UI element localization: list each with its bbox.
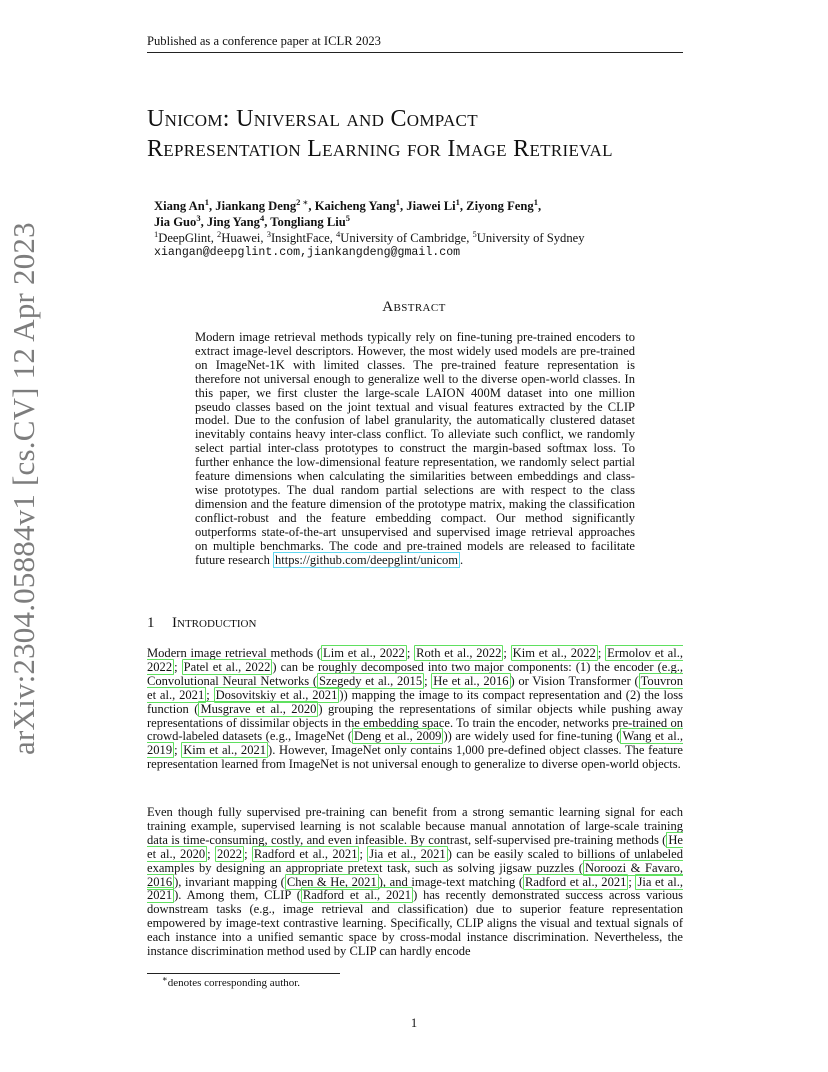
section-heading-introduction [147, 615, 256, 632]
affil-name: University of Cambridge, [340, 231, 473, 245]
citation-link[interactable]: Patel et al., 2022 [183, 659, 271, 674]
author-name: Jing Yang [206, 215, 260, 229]
citation-link[interactable]: Dosovitskiy et al., 2021 [215, 687, 338, 702]
paragraph-text: ) has recently demonstrated success across various downstream tasks (e.g., image retrieval and classification) due to superior feature representation empowered by image-text contrastive learning. Specifically, CLIP aligns the visual and textual signals of each instance into a unified semantic space by cross-modal instance discrimination. Nevertheless, the instance discrimination method used by CLIP can hardly encode [147, 888, 684, 959]
paragraph-text: ; [359, 846, 368, 861]
paragraph-text: )) are widely used for fine-tuning ( [443, 729, 621, 744]
citation-link[interactable]: He et al., 2016 [433, 673, 509, 688]
paper-title [147, 104, 707, 164]
footnote-rule [147, 973, 340, 974]
paragraph-text: ; [503, 646, 511, 660]
running-header: Published as a conference paper at ICLR 2023 [147, 34, 381, 48]
paragraph-text: ) or Vision Transformer ( [510, 673, 639, 688]
intro-paragraph-1 [147, 647, 683, 772]
paragraph-text: ) can be roughly decomposed into two major components: (1) the encoder (e.g., Convolutional Neural Networks ( [147, 659, 684, 688]
author-affil-mark: 3 [196, 212, 201, 223]
citation-link[interactable]: Touvron et al., 2021 [147, 673, 683, 702]
footnote-text: denotes corresponding author. [167, 977, 301, 989]
paragraph-text: ), invariant mapping ( [174, 874, 285, 889]
paragraph-text: ), and image-text matching ( [378, 874, 524, 889]
title-line-2: Representation Learning for Image Retrieval [147, 136, 613, 162]
citation-link[interactable]: Noroozi & Favaro, 2016 [147, 860, 683, 889]
section-number: 1 [147, 615, 155, 631]
author-affil-mark: 1 [455, 196, 460, 207]
author-affil-mark: 1 [533, 196, 538, 207]
abstract-body [195, 331, 635, 567]
citation-link[interactable]: Roth et al., 2022 [416, 646, 502, 660]
author-name: Xiang An [154, 199, 205, 213]
abstract-end: . [460, 552, 464, 567]
author-name: Jia Guo [154, 215, 197, 229]
paragraph-text: ; [406, 646, 415, 660]
citation-link[interactable]: 2022 [216, 846, 243, 861]
affil-name: DeepGlint, [158, 231, 218, 245]
citation-link[interactable]: Deng et al., 2009 [353, 729, 442, 744]
paragraph-text: ) grouping the representations of similar objects while pushing away representations of dissimilar objects in the embedding space. To train the encoder, networks pre-trained on crowd-labeled datasets (e.g., ImageNet ( [147, 701, 684, 744]
author-affil-mark: 4 [259, 212, 265, 223]
affil-name: Huawei, [221, 231, 267, 245]
paragraph-text: ). Among them, CLIP ( [174, 888, 301, 903]
affil-mark: 4 [336, 228, 341, 239]
citation-link[interactable]: He et al., 2020 [147, 832, 683, 861]
author-affil-mark: 2 ∗ [296, 196, 309, 207]
footnote-mark: ∗ [162, 973, 168, 984]
paragraph-text: ; [244, 846, 252, 861]
page-number: 1 [410, 1016, 418, 1030]
intro-paragraph-2 [147, 806, 683, 959]
citation-link[interactable]: Kim et al., 2021 [183, 743, 267, 758]
citation-link[interactable]: Jia et al., 2021 [147, 874, 683, 903]
citation-link[interactable]: Radford et al., 2021 [525, 874, 627, 889]
author-name: Ziyong Feng [466, 199, 534, 213]
affiliations [154, 230, 585, 246]
citation-link[interactable]: Musgrave et al., 2020 [200, 701, 317, 716]
affil-name: InsightFace, [270, 231, 337, 245]
citation-link[interactable]: Ermolov et al., 2022 [147, 646, 683, 674]
paragraph-text: Even though fully supervised pre-training can benefit from a strong semantic learning signal for each training example, supervised learning is not scalable because manual annotation of large-scale training data is time-consuming, costly, and even infeasible. By contrast, self-supervised pre-training methods ( [147, 805, 683, 847]
abstract-heading: Abstract [382, 299, 446, 315]
paragraph-text: ) can be easily scaled to billions of unlabeled examples by designing an appropriate pretext task, such as solving jigsaw puzzles ( [147, 846, 684, 875]
citation-link[interactable]: Radford et al., 2021 [253, 846, 358, 861]
author-name: Tongliang Liu [270, 215, 346, 229]
arxiv-identifier[interactable]: arXiv:2304.05884v1 [cs.CV] 12 Apr 2023 [6, 222, 41, 755]
paragraph-text: ; [207, 846, 215, 861]
author-list: Xiang An$^1$, Jiankang Deng$^{2 ∗}$, Kaicheng Yang$^1$, Jiawei Li$^1$, Ziyong Feng$^1$, Jia Guo$^3$, Jing Yang$^4$, Tongliang Liu$^5$ [154, 196, 542, 229]
header-rule [147, 52, 683, 53]
citation-link[interactable]: Lim et al., 2022 [323, 646, 405, 660]
author-name: Jiankang Deng [215, 199, 297, 213]
paragraph-text: ; [174, 743, 182, 758]
author-name: Jiawei Li [406, 199, 456, 213]
abstract-text: Modern image retrieval methods typically rely on fine-tuning pre-trained encoders to extract image-level descriptors. However, the most widely used models are pre-trained on ImageNet-1K with limited classes. The pre-trained feature representation is therefore not universal enough to generalize well to the diverse open-world classes. In this paper, we first cluster the large-scale LAION 400M dataset into one million pseudo classes based on the joint textual and visual features extracted by the CLIP model. Due to the confusion of label granularity, the automatically clustered dataset inevitably contains heavy inter-class conflict. To alleviate such conflict, we randomly select partial inter-class prototypes to construct the margin-based softmax loss. To further enhance the low-dimensional feature representation, we randomly select partial feature dimensions when calculating the similarities between embeddings and class-wise prototypes. The dual random partial selections are with respect to the class dimension and the feature dimension of the prototype matrix, making the classification conflict-robust and the feature embedding compact. Our method significantly outperforms state-of-the-art unsupervised and supervised image retrieval approaches on multiple benchmarks. The code and pre-trained models are released to facilitate future research [195, 330, 635, 567]
citation-link[interactable]: Wang et al., 2019 [147, 729, 683, 758]
section-title: Introduction [172, 615, 257, 631]
citation-link[interactable]: Jia et al., 2021 [369, 846, 446, 861]
citation-link[interactable]: Radford et al., 2021 [302, 888, 412, 903]
affil-mark: 5 [472, 228, 477, 239]
affil-name: University of Sydney [476, 231, 585, 245]
code-link[interactable]: https://github.com/deepglint/unicom [275, 552, 458, 567]
paragraph-text: Modern image retrieval methods ( [147, 646, 322, 660]
paragraph-text: )) mapping the image to its compact representation and (2) the loss function ( [147, 687, 683, 716]
author-affil-mark: 1 [395, 196, 400, 207]
author-name: Kaicheng Yang [314, 199, 396, 213]
paragraph-text: ; [424, 673, 432, 688]
author-affil-mark: 1 [204, 196, 209, 207]
citation-link[interactable]: Szegedy et al., 2015 [319, 673, 423, 688]
title-line-1: Unicom: Universal and Compact [147, 106, 478, 132]
author-affil-mark: 5 [345, 212, 351, 223]
paragraph-text: ; [174, 659, 182, 674]
affil-mark: 2 [217, 228, 222, 239]
paragraph-text: ; [597, 646, 606, 660]
footnote [162, 973, 301, 989]
affil-mark: 1 [154, 228, 159, 239]
paragraph-text: ). However, ImageNet only contains 1,000 pre-defined object classes. The feature representation learned from ImageNet is not universal enough to generalize to diverse open-world objects. [147, 743, 683, 772]
paragraph-text: ; [628, 874, 636, 889]
paragraph-text: ; [206, 687, 214, 702]
citation-link[interactable]: Chen & He, 2021 [286, 874, 377, 889]
affil-mark: 3 [266, 228, 271, 239]
author-emails: xiangan@deepglint.com,jiankangdeng@gmail.com [154, 246, 461, 259]
citation-link[interactable]: Kim et al., 2022 [512, 646, 596, 660]
